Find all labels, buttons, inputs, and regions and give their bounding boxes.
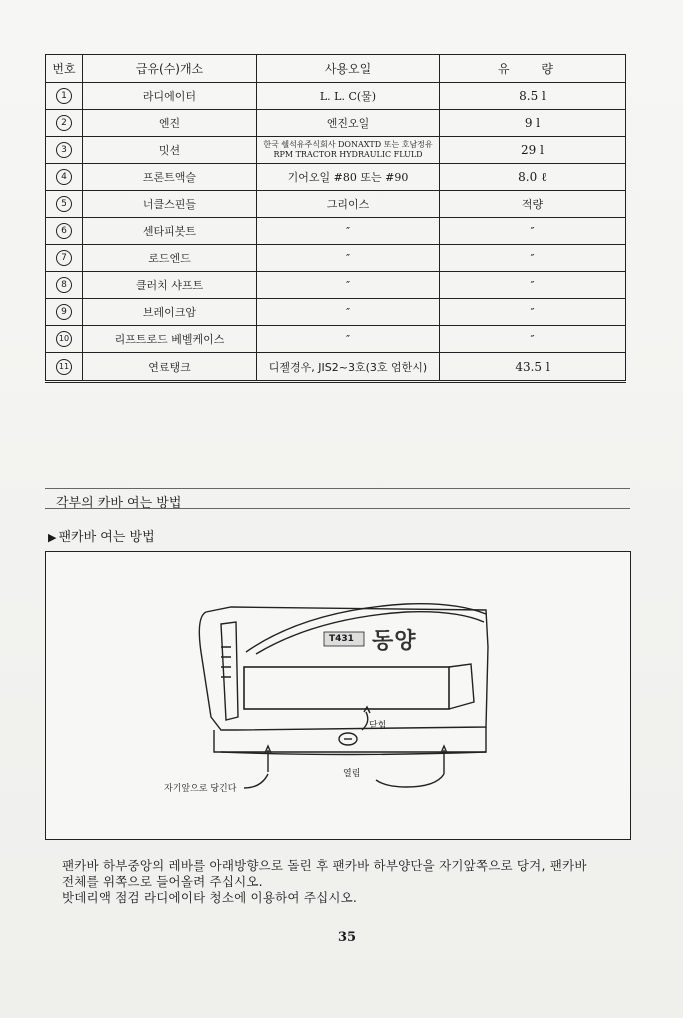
row-oil: 그리이스: [257, 191, 440, 218]
row-oil: ″: [257, 218, 440, 245]
lubrication-table: [45, 54, 626, 383]
subsection-title: [48, 526, 155, 545]
fan-cover-illustration: [46, 552, 630, 839]
row-oil: ″: [257, 326, 440, 353]
row-number: 9: [56, 304, 72, 320]
instruction-line-2: 전체를 위쪽으로 들어올려 주십시오.: [62, 874, 263, 889]
row-number: 8: [56, 277, 72, 293]
section-divider-bottom: [45, 508, 630, 509]
tractor-hood-drawing: [199, 604, 488, 788]
row-number: 5: [56, 196, 72, 212]
row-part: 밋션: [83, 137, 257, 164]
row-part: 센타피봇트: [83, 218, 257, 245]
row-amount: 적량: [440, 191, 626, 218]
row-number: 2: [56, 115, 72, 131]
row-part: 연료탱크: [83, 353, 257, 382]
row-oil: 기어오일 #80 또는 #90: [257, 164, 440, 191]
row-amount: 8.0 ℓ: [440, 164, 626, 191]
row-number: 1: [56, 88, 72, 104]
label-close: 닫힘: [369, 721, 387, 731]
instruction-line-3: 밧데리액 점검 라디에이타 청소에 이용하여 주십시오.: [62, 890, 358, 905]
header-part: 급유(수)개소: [83, 55, 257, 83]
row-amount: ″: [440, 299, 626, 326]
logo-model: T431: [329, 634, 354, 644]
row-amount: 8.5 l: [440, 83, 626, 110]
row-number: 6: [56, 223, 72, 239]
row-amount: ″: [440, 272, 626, 299]
table-row: [46, 218, 626, 245]
row-number: 7: [56, 250, 72, 266]
row-oil: ″: [257, 245, 440, 272]
row-amount: ″: [440, 218, 626, 245]
table-row: [46, 326, 626, 353]
row-part: 프론트액슬: [83, 164, 257, 191]
row-number: 3: [56, 142, 72, 158]
label-open: 열림: [343, 769, 361, 779]
row-amount: 29 l: [440, 137, 626, 164]
table-row: [46, 191, 626, 218]
row-part: 리프트로드 베벨케이스: [83, 326, 257, 353]
row-part: 로드엔드: [83, 245, 257, 272]
row-oil: 디젤경우, JIS2~3호(3호 엄한시): [257, 353, 440, 382]
table-row: [46, 164, 626, 191]
row-oil: ″: [257, 272, 440, 299]
triangle-marker-icon: ▶: [48, 531, 57, 544]
row-oil: L. L. C(물): [257, 83, 440, 110]
row-oil: ″: [257, 299, 440, 326]
table-row: [46, 245, 626, 272]
section-title: 각부의 카바 여는 방법: [56, 496, 182, 511]
row-amount: 43.5 l: [440, 353, 626, 382]
table-row: [46, 299, 626, 326]
label-pull-toward: 자기앞으로 당긴다: [164, 784, 237, 794]
row-part: 라디에이터: [83, 83, 257, 110]
row-amount: ″: [440, 326, 626, 353]
header-no: 번호: [46, 55, 83, 83]
page-number: 35: [338, 930, 357, 945]
row-oil: [257, 137, 440, 164]
row-amount: 9 l: [440, 110, 626, 137]
row-oil-line1: 한국 쉘석유주식회사 DONAXTD 또는 호남정유: [263, 140, 433, 149]
row-part: 브레이크암: [83, 299, 257, 326]
table-row: [46, 83, 626, 110]
row-oil-line2: RPM TRACTOR HYDRAULIC FLULD: [273, 150, 423, 159]
row-oil: 엔진오일: [257, 110, 440, 137]
table-row: [46, 137, 626, 164]
row-number: 4: [56, 169, 72, 185]
instruction-line-1: 팬카바 하부중앙의 레바를 아래방향으로 돌린 후 팬카바 하부양단을 자기앞쪽으로 당겨, 팬카바: [62, 858, 587, 873]
logo-brand: 동양: [372, 629, 417, 654]
table-row: [46, 272, 626, 299]
header-oil: 사용오일: [257, 55, 440, 83]
table-row: [46, 110, 626, 137]
table-row: [46, 353, 626, 382]
row-part: 클러치 샤프트: [83, 272, 257, 299]
table-header-row: [46, 55, 626, 83]
row-part: 엔진: [83, 110, 257, 137]
fan-cover-figure: [45, 551, 631, 840]
subsection-title-text: 팬카바 여는 방법: [58, 530, 155, 545]
row-amount: ″: [440, 245, 626, 272]
row-number: 11: [56, 359, 72, 375]
row-part: 너클스핀들: [83, 191, 257, 218]
row-number: 10: [56, 331, 72, 347]
section-divider-top: [45, 488, 630, 489]
header-amount: 유 량: [440, 55, 626, 83]
